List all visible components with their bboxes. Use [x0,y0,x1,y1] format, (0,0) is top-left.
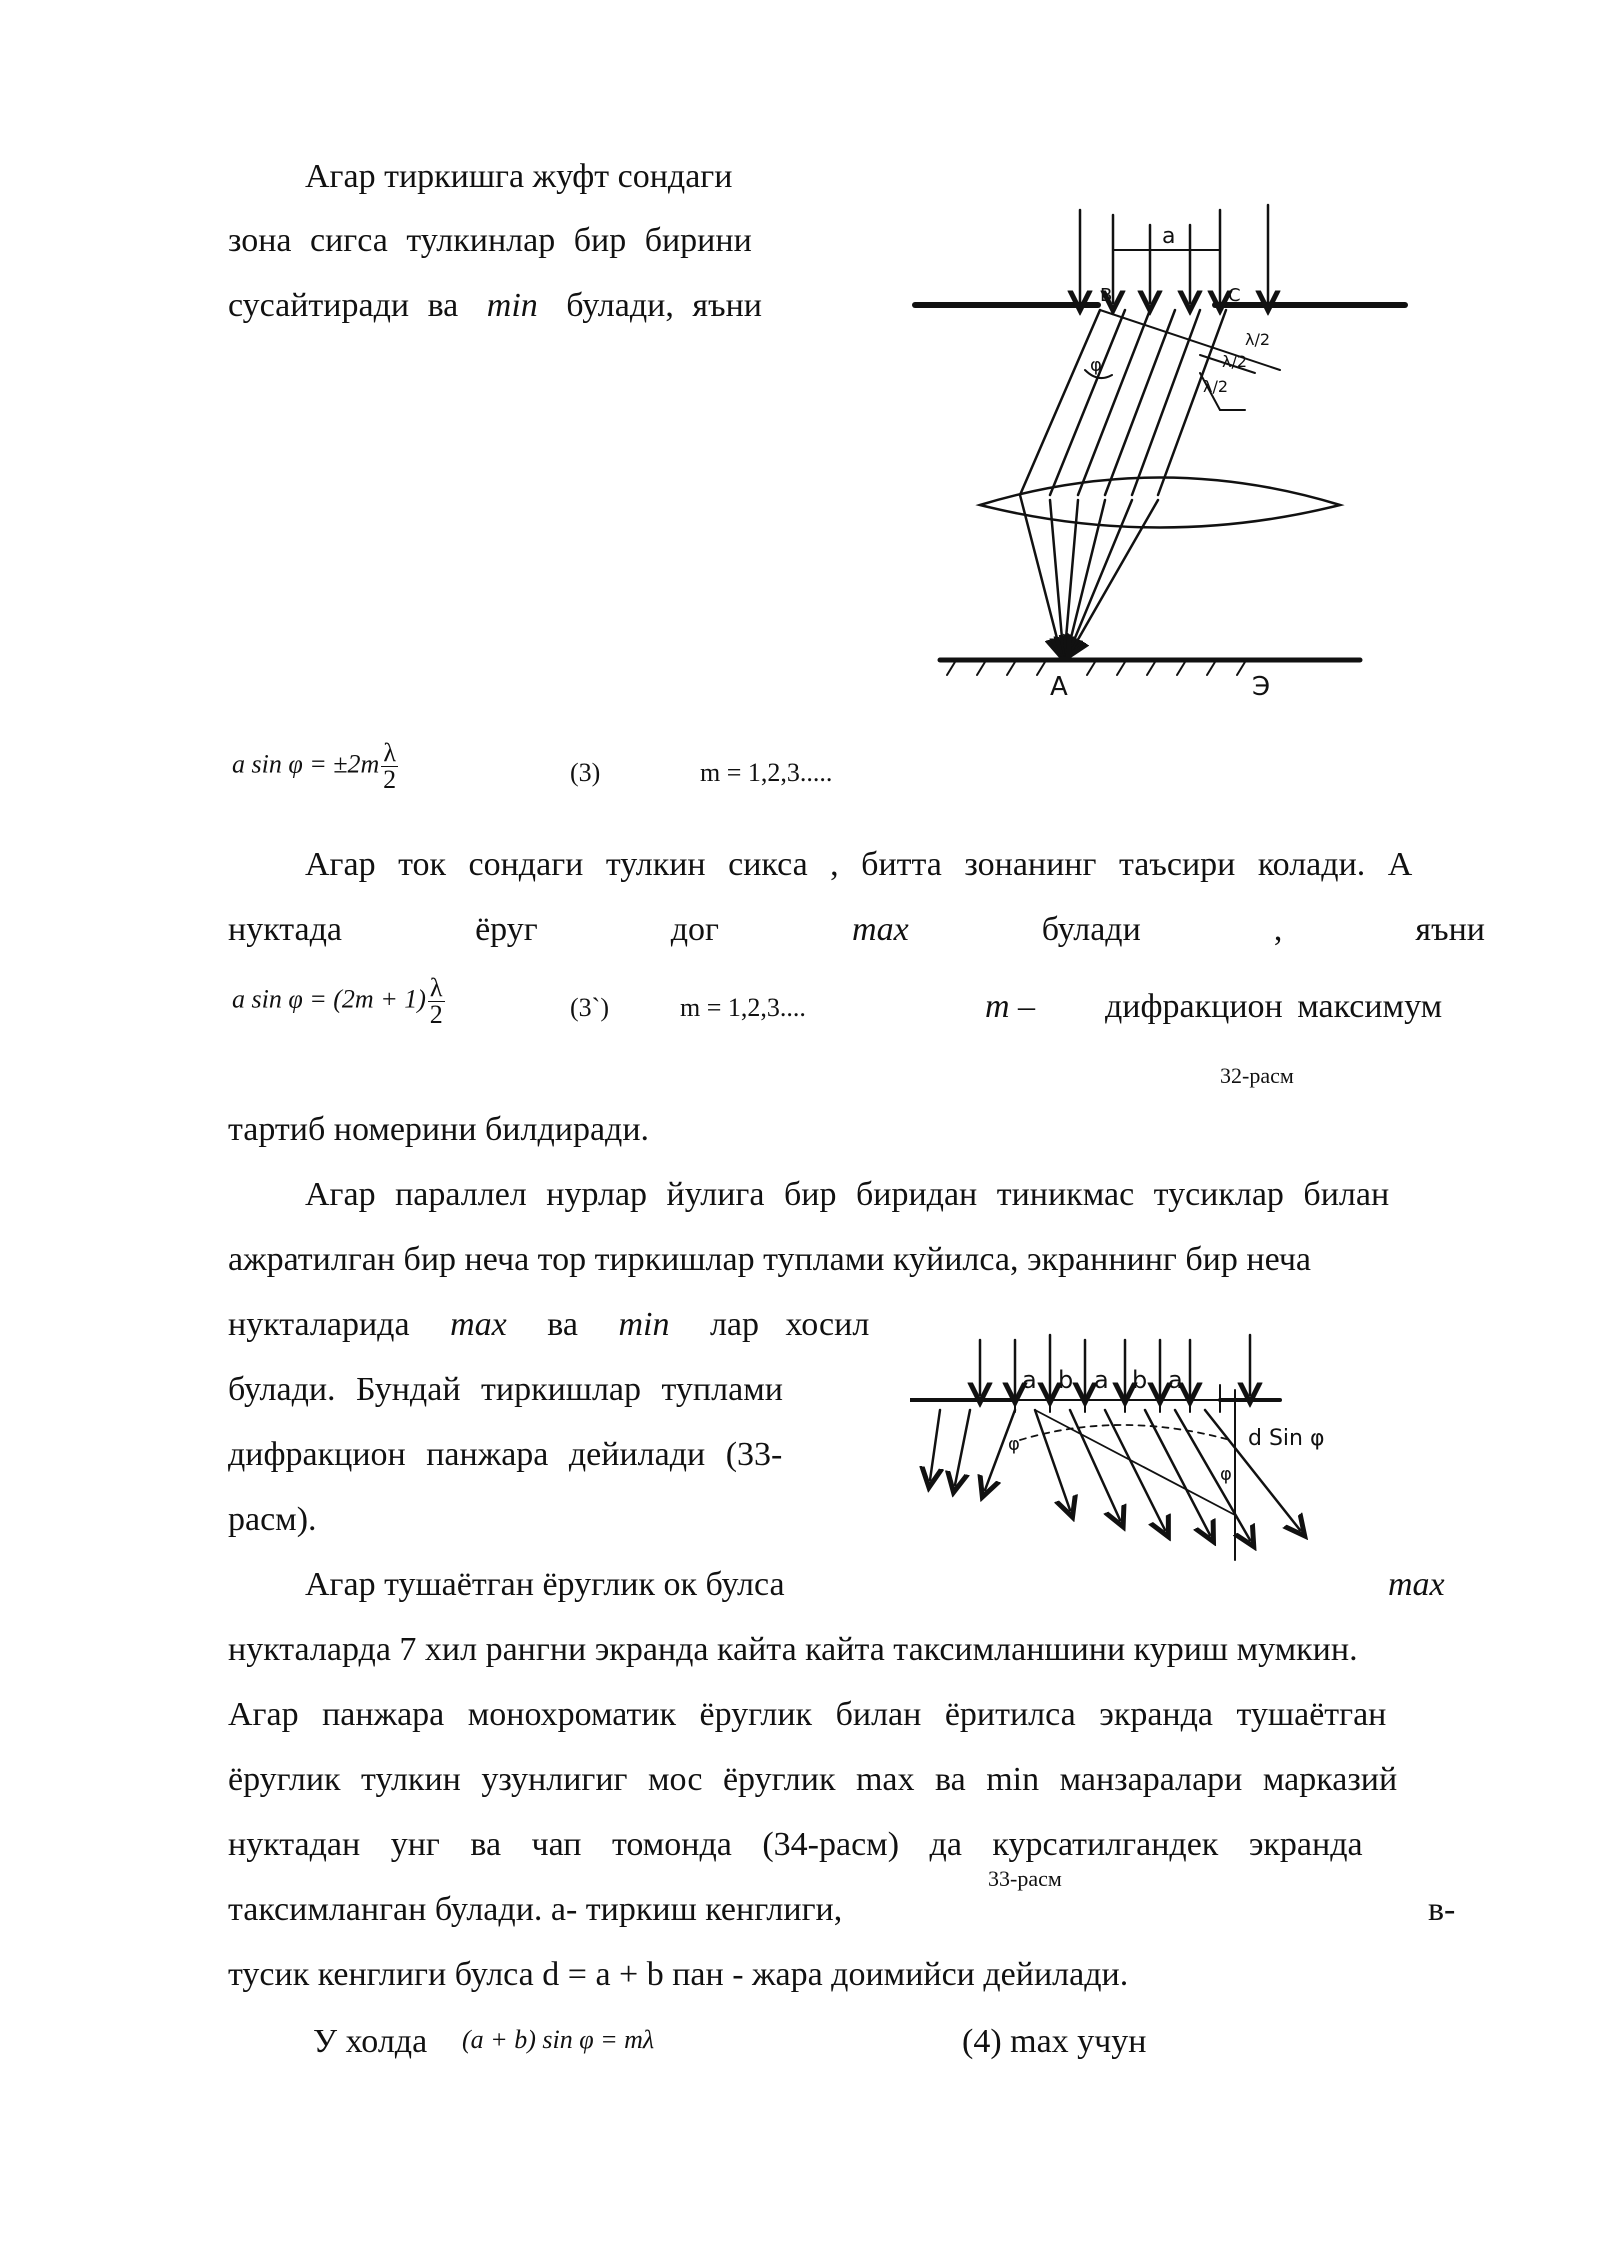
eq3-den: 2 [383,765,397,794]
p5-line7: тусик кенглиги булса d = a + b пан - жара доимийси дейилади. [228,1956,1129,1993]
p2-w2: дог [670,911,719,948]
p5-line4-text: ёруглик тулкин узунлигиг мос ёруглик max ва min манзаралари марказий [228,1761,1398,1798]
fig32-label-b: B [1100,285,1113,306]
fig33-label-b1: b [1058,1366,1074,1394]
p1-line1 [305,157,840,197]
p5-line1-max: max [1388,1566,1445,1603]
p4-line3-c: лар хосил [709,1306,870,1343]
eq3-lhs: a sin φ = ±2m [232,749,380,779]
equation-3 [232,740,400,793]
figure-33-caption: 33-расм [988,1866,1062,1891]
p4-line3-b: ва [547,1306,578,1343]
p5-line5-text: нуктадан унг ва чап томонда (34-расм) да курсатилгандек экранда [228,1826,1363,1863]
p2-w0: нуктада [228,911,343,948]
p1-line2: зона сигса тулкинлар бир бирини [228,222,752,259]
p1-line3-min: min [486,287,538,324]
eq3-fraction [381,740,398,793]
p5-line1: Агар тушаётган ёруглик ок булса [305,1566,785,1603]
p5-line5 [228,1825,1485,1865]
fig33-label-dsin: d Sin φ [1248,1426,1325,1451]
fig33-label-a3: a [1168,1366,1183,1394]
p5-line3-text: Агар панжара монохроматик ёруглик билан ёритилса экранда тушаётган [228,1696,1387,1733]
eq4-lead: У холда [313,2023,428,2060]
equation-3b [232,975,447,1028]
eq4-formula: (a + b) sin φ = mλ [462,2025,655,2054]
p5-line4 [228,1760,1485,1800]
fig33-label-b2: b [1132,1366,1148,1394]
eq3b-lhs: a sin φ = (2m + 1) [232,984,426,1014]
fig33-label-phi2: φ [1220,1464,1232,1485]
eq3b-num: λ [429,973,443,1002]
p4-line3-min: min [618,1306,670,1343]
fig32-label-a-point: A [1050,672,1068,702]
eq3-range: m = 1,2,3..... [700,758,833,787]
p1-line1-text: Агар тиркишга жуфт сондаги [305,158,733,195]
p5-line3 [228,1695,1485,1735]
fig32-label-c: C [1228,285,1241,306]
p4-line1-text: Агар параллел нурлар йулига бир биридан тиникмас тусиклар билан [305,1176,1390,1213]
p2-w6: яъни [1415,911,1485,948]
p4-line6: расм). [228,1501,317,1538]
figure-32-caption: 32-расм [1220,1063,1294,1088]
p2-w5: , [1273,911,1283,948]
figure-32-slit-diagram [900,195,1420,705]
eq4-label: (4) max учун [962,2023,1147,2060]
p5-line6-b: в- [1428,1891,1456,1928]
eq3b-label: (3`) [570,993,609,1022]
eq3b-den: 2 [429,1000,443,1029]
p2-w4: булади [1041,911,1141,948]
eq3-num: λ [383,738,396,767]
eq3b-fraction [428,975,445,1028]
eq3b-tail: дифракцион максимум [1105,988,1443,1025]
p1-line3-a: сусайтиради ва [228,287,459,324]
p4-line3 [228,1305,869,1345]
fig32-label-half-3: λ/2 [1203,377,1229,396]
fig32-label-half-2: λ/2 [1222,352,1248,371]
p3-line: тартиб номерини билдиради. [228,1111,650,1148]
p4-line1 [305,1175,1485,1215]
p2-w3-max: max [852,911,909,948]
p4-line4: булади. Бундай тиркишлар туплами [228,1371,783,1408]
eq3-label: (3) [570,758,601,787]
p4-line3-max: max [450,1306,507,1343]
fig32-label-phi: φ [1090,355,1102,376]
fig32-label-screen: Э [1252,672,1271,702]
fig32-label-half-1: λ/2 [1245,330,1271,349]
eq3b-m: m – [985,988,1036,1025]
eq3b-range: m = 1,2,3.... [680,993,806,1022]
p2-w1: ёруг [475,911,538,948]
p1-line3 [228,286,762,326]
p5-line2: нукталарда 7 хил рангни экранда кайта кайта таксимланшини куриш мумкин. [228,1631,1358,1668]
p2-line1 [305,845,1485,885]
fig33-label-phi: φ [1008,1434,1020,1455]
fig33-label-a2: a [1094,1366,1109,1394]
fig33-label-a1: a [1022,1366,1037,1394]
p4-line2: ажратилган бир неча тор тиркишлар туплами куйилса, экраннинг бир неча [228,1241,1312,1278]
p5-line6: таксимланган булади. а- тиркиш кенглиги, [228,1891,843,1928]
p4-line5: дифракцион панжара дейилади (33- [228,1436,783,1473]
p2-line2 [228,910,1485,950]
p2-line1-text: Агар ток сондаги тулкин сикса , битта зонанинг таъсири колади. А [305,846,1413,883]
p1-line3-b: булади, яъни [566,287,762,324]
figure-33-grating-diagram [910,1330,1370,1570]
fig32-label-a: a [1162,224,1176,249]
p4-line3-a: нукталарида [228,1306,410,1343]
